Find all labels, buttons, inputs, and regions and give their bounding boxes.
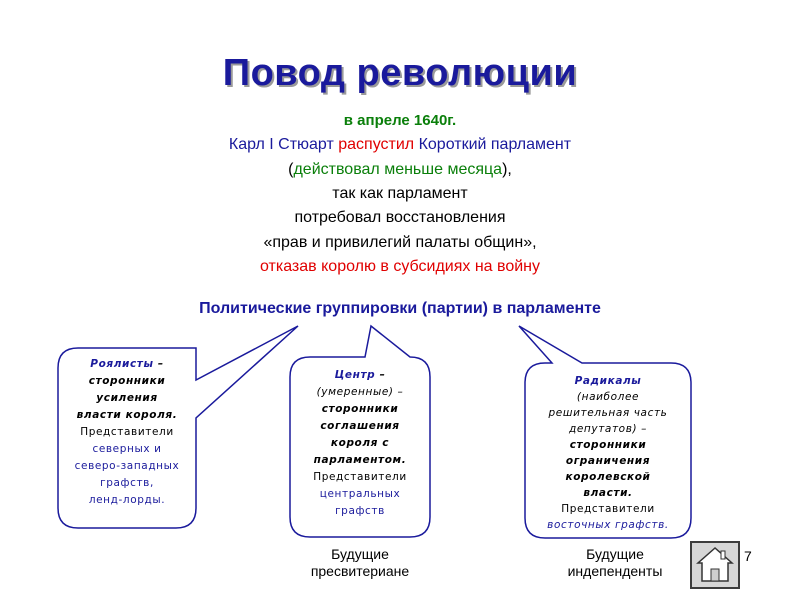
- center-label: Центр: [334, 369, 376, 381]
- center-box: [292, 367, 428, 520]
- reason-line-1: так как парламент: [332, 185, 468, 202]
- royalists-text: северных и: [92, 443, 162, 455]
- future-label: индепенденты: [567, 563, 663, 579]
- radicals-label: Радикалы: [574, 375, 642, 387]
- center-text: графств: [335, 505, 385, 517]
- center-text: (умеренные) –: [316, 386, 404, 398]
- text-fragment: –: [153, 358, 164, 370]
- future-independents: [540, 546, 690, 580]
- radicals-text: восточных графств.: [547, 519, 669, 531]
- text-fragment: ),: [502, 161, 512, 178]
- future-label: пресвитериане: [310, 563, 410, 579]
- royalists-text: сторонники: [88, 375, 166, 387]
- radicals-text: решительная часть: [548, 407, 668, 419]
- radicals-text: депутатов) –: [569, 423, 647, 435]
- center-text: парламентом.: [313, 454, 407, 466]
- royalists-heading: [60, 356, 194, 373]
- center-text: Представители: [313, 471, 407, 483]
- royalists-text: власти короля.: [76, 409, 178, 421]
- royalists-box: [60, 356, 194, 509]
- royalists-text: графств,: [100, 477, 154, 489]
- radicals-box: [527, 373, 689, 533]
- center-text: соглашения: [320, 420, 400, 432]
- text-fragment: (: [288, 161, 294, 178]
- royalists-text: Представители: [80, 426, 174, 438]
- home-icon: [692, 543, 738, 587]
- date-line: в апреле 1640г.: [343, 112, 457, 129]
- text-fragment: распустил: [338, 136, 415, 153]
- text-fragment: действовал меньше месяца: [293, 161, 503, 178]
- text-fragment: Короткий парламент: [414, 136, 572, 153]
- home-button[interactable]: [690, 541, 740, 589]
- royalists-text: усиления: [96, 392, 158, 404]
- center-text: сторонники: [321, 403, 399, 415]
- radicals-text: (наиболее: [576, 391, 640, 403]
- center-text: центральных: [319, 488, 401, 500]
- radicals-text: власти.: [583, 487, 633, 499]
- future-presbyterians: [290, 546, 430, 580]
- radicals-text: Представители: [561, 503, 655, 515]
- future-label: Будущие: [331, 546, 389, 562]
- radicals-text: ограничения: [565, 455, 651, 467]
- royalists-label: Роялисты: [90, 358, 154, 370]
- page-title: Повод революции: [222, 52, 578, 94]
- future-label: Будущие: [586, 546, 644, 562]
- radicals-text: сторонники: [569, 439, 647, 451]
- royalists-text: ленд-лорды.: [88, 494, 166, 506]
- royalists-text: северо-западных: [74, 460, 180, 472]
- groups-subtitle: Политические группировки (партии) в парламенте: [199, 300, 601, 317]
- center-text: короля с: [330, 437, 390, 449]
- center-heading: [292, 367, 428, 384]
- text-fragment: Карл I Стюарт: [228, 136, 339, 153]
- reason-line-4: отказав королю в субсидиях на войну: [259, 258, 541, 275]
- page-number: 7: [744, 548, 752, 564]
- radicals-text: королевской: [565, 471, 651, 483]
- reason-line-3: «прав и привилегий палаты общин»,: [263, 234, 537, 251]
- text-fragment: –: [375, 369, 386, 381]
- reason-line-2: потребовал восстановления: [294, 209, 506, 226]
